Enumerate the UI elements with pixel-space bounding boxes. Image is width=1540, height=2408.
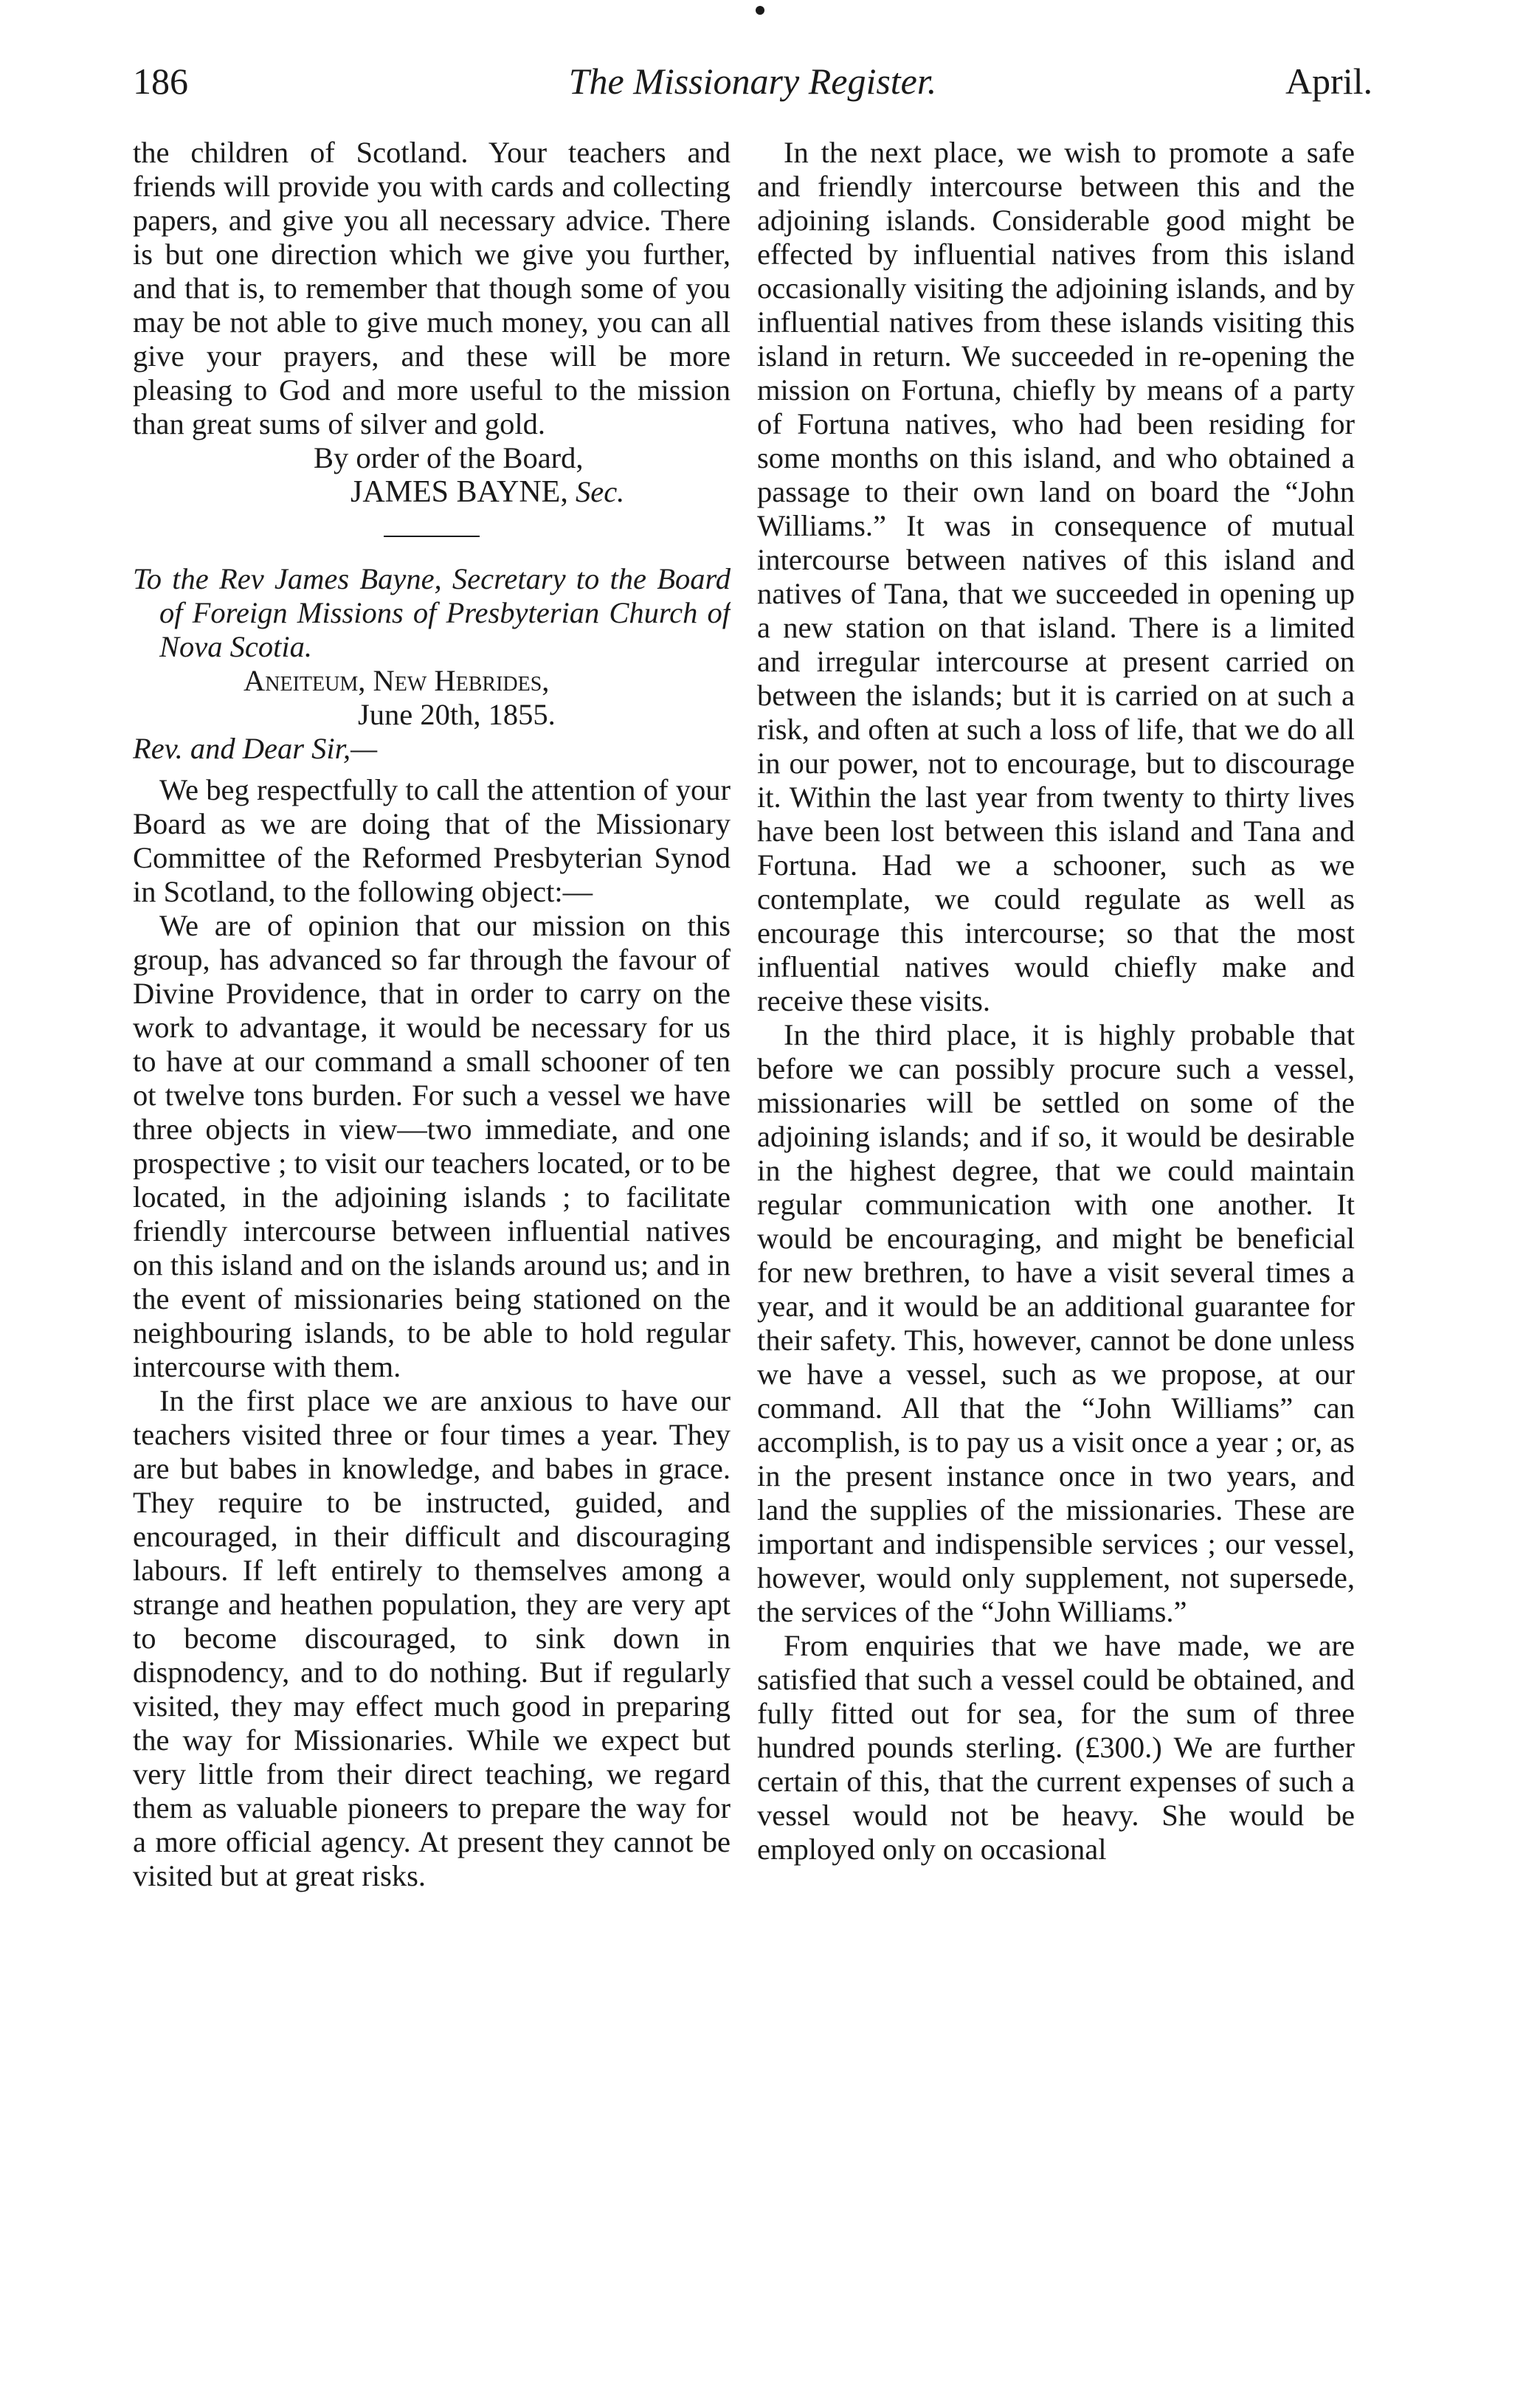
running-header bbox=[133, 52, 1372, 111]
letter-place: Aneiteum, New Hebrides, bbox=[244, 664, 550, 697]
paragraph-6: From enquiries that we have made, we are satisfied that such a vessel could be obtained, and fully fitted out for sea, for the sum of three hundred pounds sterling. (£300.) We are further certain of this, that the current expenses of such a vessel would not be heavy. She would be employed only on occasional bbox=[757, 1629, 1355, 1866]
signature-line: By order of the Board, bbox=[314, 441, 584, 474]
paragraph-5: In the third place, it is highly probable that before we can possibly procure such a vessel, missionaries will be settled on some of the adjoining islands; and if so, it would be desirable in the highest degree, that we could maintain regular communication with one another. It would be encouraging, and might be beneficial for new brethren, to have a visit several times a year, and it would be an additional guarantee for their safety. This, however, cannot be done unless we have a vessel, such as we propose, at our command. All that the “John Williams” can accomplish, is to pay us a visit once a year ; or, as in the present instance once in two years, and land the supplies of the missionaries. These are important and indispensible services ; our vessel, however, would only supplement, not supersede, the services of the “John Williams.” bbox=[757, 1018, 1355, 1628]
issue-month: April. bbox=[1285, 60, 1372, 102]
paragraph-1: We beg respectfully to call the attention of your Board as we are doing that of the Missionary Committee of the Reformed Presbyterian Synod in Scotland, to the following object:— bbox=[133, 773, 731, 908]
letter-salutation: Rev. and Dear Sir,— bbox=[133, 732, 378, 765]
letter-address: To the Rev James Bayne, Secretary to the Board of Foreign Missions of Presbyterian Church of Nova Scotia. bbox=[133, 562, 731, 663]
paragraph-intro: the children of Scotland. Your teachers and friends will provide you with cards and collecting papers, and give you all necessary advice. There is but one direction which we give you further, and that is, to remember that though some of you may be not able to give much money, you can all give your prayers, and these will be more pleasing to God and more useful to the mission than great sums of silver and gold. bbox=[133, 136, 731, 440]
right-column bbox=[757, 136, 1355, 2356]
page-number: 186 bbox=[133, 60, 188, 102]
paragraph-4: In the next place, we wish to promote a safe and friendly intercourse between this and the adjoining islands. Considerable good might be effected by influential natives from this island occasionally visiting the adjoining islands, and by influential natives from these islands visiting this island in return. We succeeded in re-opening the mission on Fortuna, chiefly by means of a party of Fortuna natives, who had been residing for some months on this island, and who obtained a passage to their own land on board the “John Williams.” It was in consequence of mutual intercourse between natives of this island and natives of Tana, that we succeeded in opening up a new station on that island. There is a limited and irregular intercourse at present carried on between the islands; but it is carried on at such a risk, and often at such a loss of life, that we do all in our power, not to encourage, but to discourage it. Within the last year from twenty to thirty lives have been lost between this island and Tana and Fortuna. Had we a schooner, such as we contemplate, we could regulate as well as encourage this intercourse; so that the most influential natives would chiefly make and receive these visits. bbox=[757, 136, 1355, 1017]
paragraph-3: In the first place we are anxious to have our teachers visited three or four times a year. They are but babes in knowledge, and babes in grace. They require to be instructed, guided, and encouraged, in their difficult and discouraging labours. If left entirely to themselves among a strange and heathen population, they are very apt to become discouraged, to sink down in dispnodency, and to do nothing. But if regularly visited, they may effect much good in preparing the way for Missionaries. While we expect but very little from their direct teaching, we regard them as valuable pioneers to prepare the way for a more official agency. At present they cannot be visited but at great risks. bbox=[133, 1384, 731, 1892]
letter-date: June 20th, 1855. bbox=[358, 698, 556, 731]
paragraph-2: We are of opinion that our mission on this group, has advanced so far through the favour of Divine Providence, that in order to carry on the work to advantage, it would be necessary for us to have at our command a small schooner of ten ot twelve tons burden. For such a vessel we have three objects in view—two immediate, and one prospective ; to visit our teachers located, or to be located, in the adjoining islands ; to facilitate friendly intercourse between influential natives on this island and on the islands around us; and in the event of missionaries being stationed on the neighbouring islands, to be able to hold regular intercourse with them. bbox=[133, 909, 731, 1383]
left-column bbox=[133, 136, 731, 2356]
signature-block bbox=[133, 475, 731, 509]
signature-title: Sec. bbox=[575, 475, 625, 508]
signature-name: JAMES BAYNE, bbox=[351, 475, 568, 509]
ink-speck bbox=[756, 6, 764, 15]
journal-title: The Missionary Register. bbox=[568, 60, 937, 102]
section-divider bbox=[384, 536, 480, 537]
